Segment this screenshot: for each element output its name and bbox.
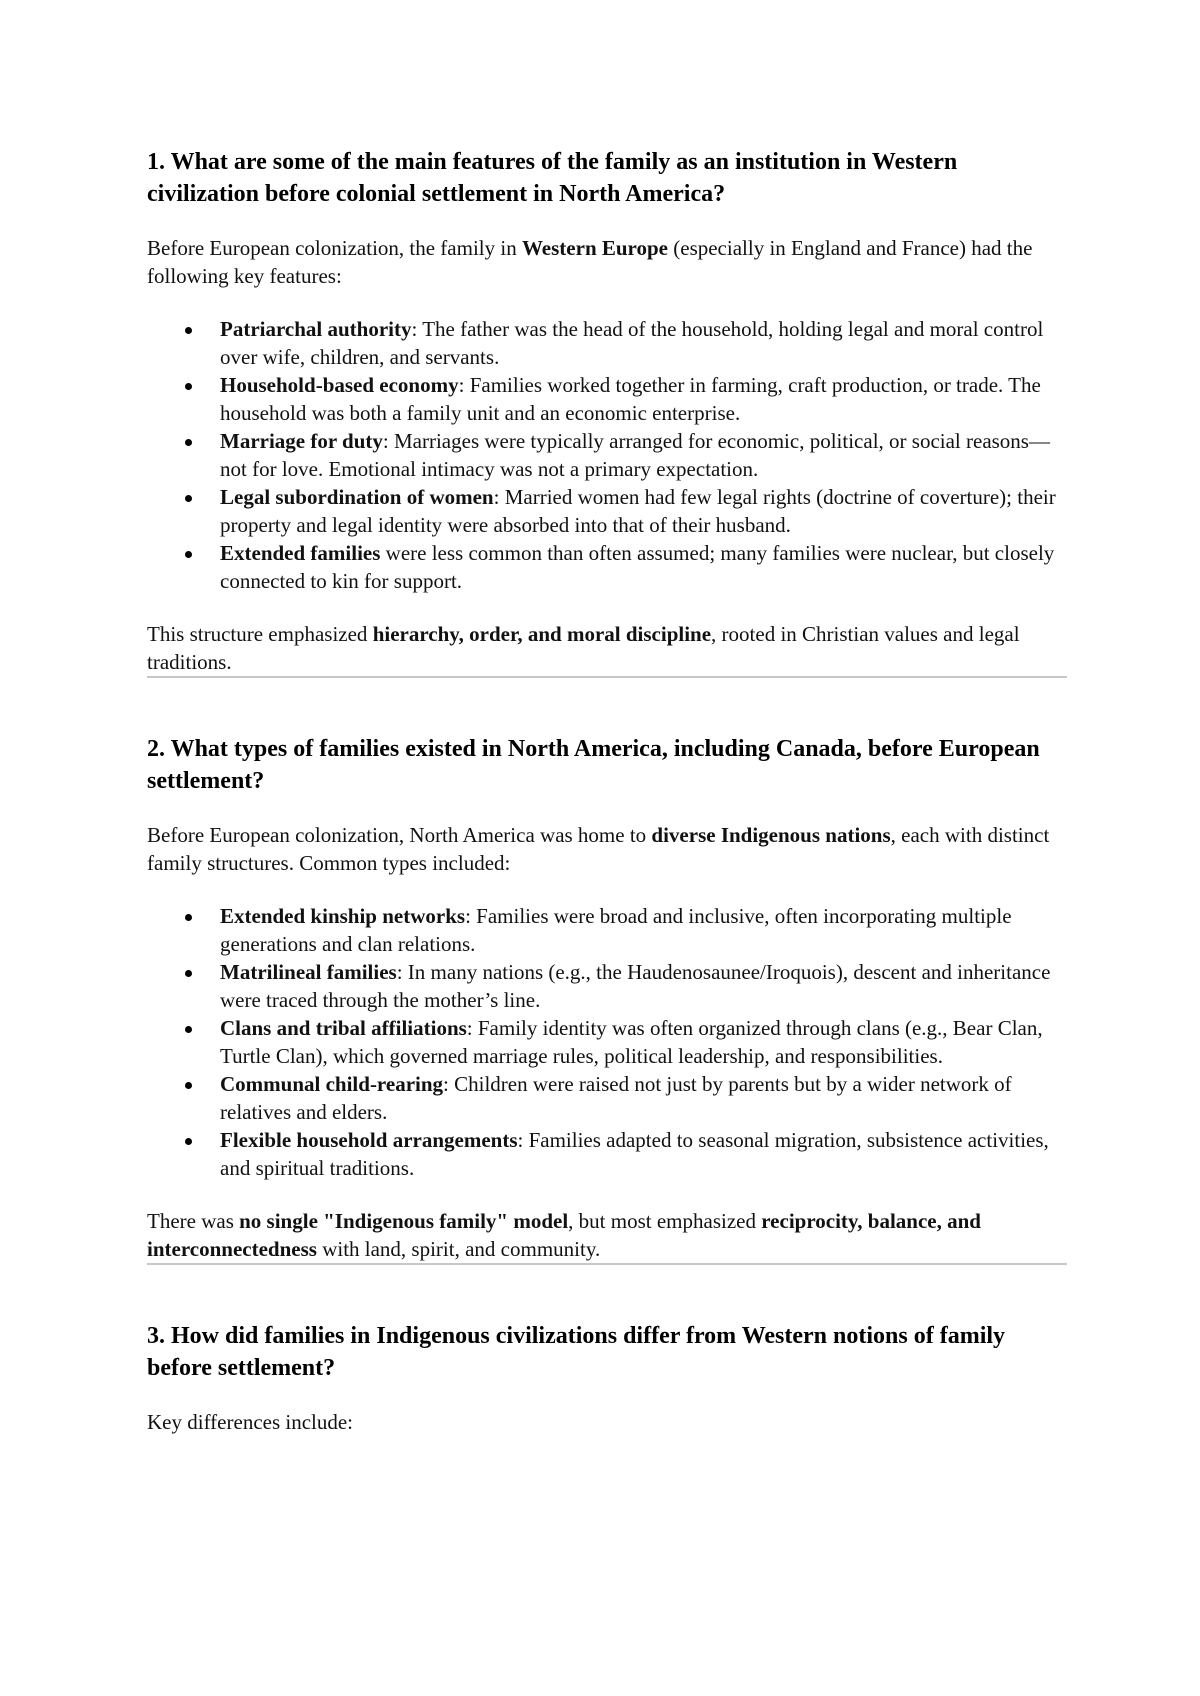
list-item-term: Marriage for duty (220, 429, 383, 453)
question-section-1 (147, 146, 1067, 676)
list-item (147, 1070, 1067, 1126)
intro-paragraph-1 (147, 234, 1067, 290)
closing-bold: reciprocity, balance, and interconnectedness (147, 1209, 981, 1261)
list-item-term: Flexible household arrangements (220, 1128, 518, 1152)
list-item-text: : In many nations (e.g., the Haudenosaunee/Iroquois), descent and inheritance were traced through the mother’s line. (220, 960, 1051, 1012)
closing-paragraph-2 (147, 1207, 1067, 1263)
bullet-list-2 (147, 902, 1067, 1182)
intro-bold: Western Europe (521, 236, 668, 260)
list-item-term: Extended families (220, 541, 381, 565)
closing-text: with land, spirit, and community. (316, 1237, 601, 1261)
bullet-icon (185, 383, 192, 390)
list-item-text: : Married women had few legal rights (doctrine of coverture); their property and legal identity were absorbed into that of their husband. (220, 485, 1056, 537)
list-item (147, 315, 1067, 371)
closing-text: This structure emphasized (147, 622, 373, 646)
list-item-term: Extended kinship networks (220, 904, 466, 928)
list-item-term: Matrilineal families (220, 960, 397, 984)
intro-text: Before European colonization, North America was home to (147, 823, 652, 847)
bullet-icon (185, 914, 192, 921)
question-section-2 (147, 733, 1067, 1263)
question-heading-1: 1. What are some of the main features of the family as an institution in Western civilization before colonial settlement in North America? (147, 149, 958, 207)
list-item-term: Household-based economy (220, 373, 459, 397)
list-item (147, 902, 1067, 958)
section-divider (147, 676, 1067, 678)
list-item-term: Communal child-rearing (220, 1072, 444, 1096)
list-item-term: Patriarchal authority (220, 317, 412, 341)
list-item-text: : Families adapted to seasonal migration, subsistence activities, and spiritual traditions. (220, 1128, 1049, 1180)
list-item-text: : Marriages were typically arranged for economic, political, or social reasons—not for love. Emotional intimacy was not a primary expectation. (220, 429, 1050, 481)
intro-text: Before European colonization, the family in (147, 236, 522, 260)
document-body (147, 146, 1067, 1436)
list-item (147, 958, 1067, 1014)
closing-text: , but most emphasized (568, 1209, 762, 1233)
bullet-icon (185, 1138, 192, 1145)
intro-text: (especially in England and France) had the following key features: (147, 236, 1033, 288)
bullet-icon (185, 970, 192, 977)
bullet-list-1 (147, 315, 1067, 595)
list-item-text: : Children were raised not just by parents but by a wider network of relatives and elders. (220, 1072, 1012, 1124)
intro-paragraph-3: Key differences include: (147, 1410, 354, 1434)
question-section-3 (147, 1320, 1067, 1436)
section-divider (147, 1263, 1067, 1265)
list-item-text: : The father was the head of the household, holding legal and moral control over wife, children, and servants. (220, 317, 1044, 369)
intro-paragraph-2 (147, 821, 1067, 877)
list-item (147, 483, 1067, 539)
list-item (147, 427, 1067, 483)
list-item (147, 1014, 1067, 1070)
list-item (147, 1126, 1067, 1182)
closing-bold: no single "Indigenous family" model (239, 1209, 569, 1233)
question-heading-3: 3. How did families in Indigenous civilizations differ from Western notions of family before settlement? (147, 1323, 1006, 1381)
list-item (147, 539, 1067, 595)
list-item-text: : Families were broad and inclusive, often incorporating multiple generations and clan relations. (220, 904, 1012, 956)
list-item-text: : Families worked together in farming, craft production, or trade. The household was both a family unit and an economic enterprise. (220, 373, 1041, 425)
bullet-icon (185, 439, 192, 446)
bullet-icon (185, 551, 192, 558)
bullet-icon (185, 327, 192, 334)
intro-text: , each with distinct family structures. Common types included: (147, 823, 1050, 875)
bullet-icon (185, 495, 192, 502)
list-item-term: Clans and tribal affiliations (220, 1016, 467, 1040)
closing-text: , rooted in Christian values and legal traditions. (147, 622, 1020, 674)
list-item-term: Legal subordination of women (220, 485, 494, 509)
list-item (147, 371, 1067, 427)
list-item-text: were less common than often assumed; many families were nuclear, but closely connected to kin for support. (220, 541, 1055, 593)
closing-paragraph-1 (147, 620, 1067, 676)
bullet-icon (185, 1026, 192, 1033)
question-heading-2: 2. What types of families existed in North America, including Canada, before European settlement? (147, 736, 1040, 794)
list-item-text: : Family identity was often organized through clans (e.g., Bear Clan, Turtle Clan), which governed marriage rules, political leadership, and responsibilities. (220, 1016, 1043, 1068)
intro-bold: diverse Indigenous nations (651, 823, 891, 847)
bullet-icon (185, 1082, 192, 1089)
closing-bold: hierarchy, order, and moral discipline (372, 622, 712, 646)
closing-text: There was (147, 1209, 240, 1233)
